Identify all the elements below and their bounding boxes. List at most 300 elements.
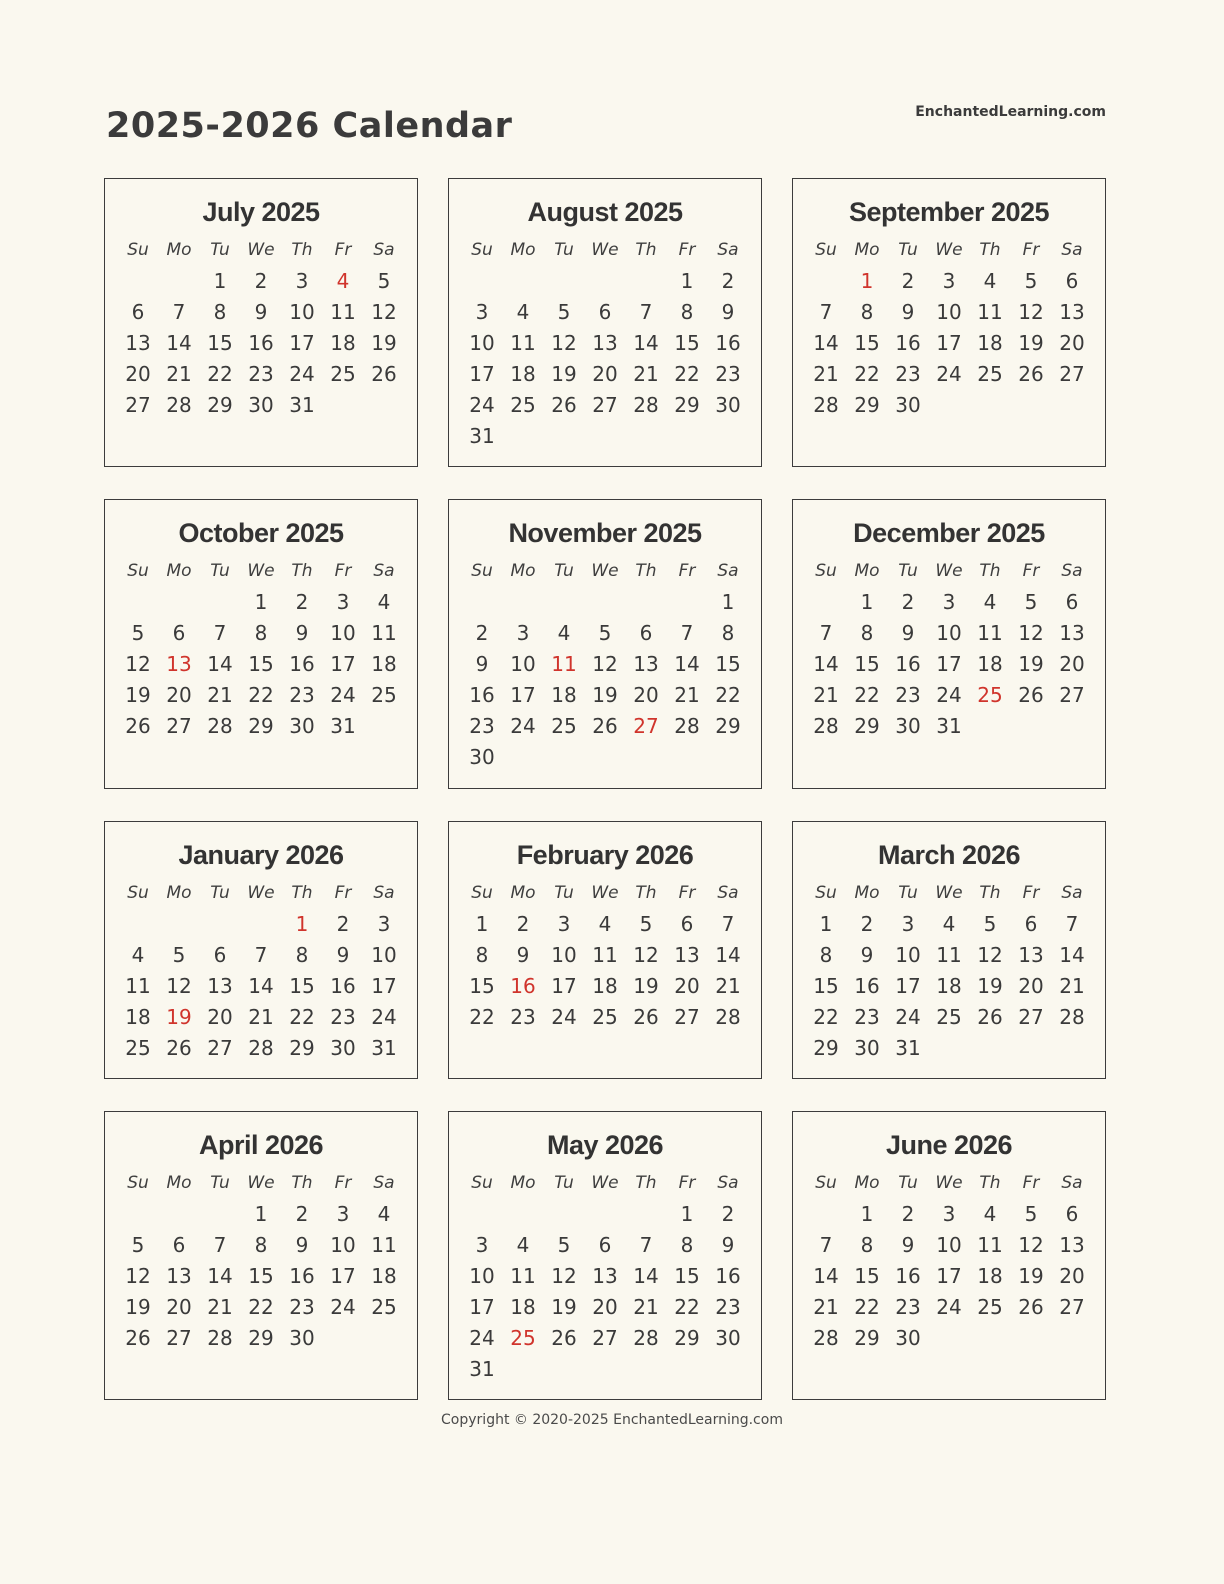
date-cell: 11 [977, 620, 1003, 645]
day-header: Fr [1022, 883, 1040, 903]
date-cell: 10 [330, 620, 356, 645]
date-cell: 3 [336, 589, 350, 614]
date-cell: 7 [819, 299, 833, 324]
date-cell: 11 [371, 1232, 397, 1257]
day-header-row [118, 1173, 405, 1198]
date-cell: 22 [854, 1294, 880, 1319]
date-cell: 4 [942, 911, 956, 936]
date-cell: 18 [510, 1294, 536, 1319]
date-cell: 17 [936, 1263, 962, 1288]
date-cell: 23 [854, 1004, 880, 1029]
date-cell: 7 [819, 620, 833, 645]
date-cell: 3 [475, 1232, 489, 1257]
date-cell: 24 [551, 1004, 577, 1029]
date-cell: 26 [633, 1004, 659, 1029]
date-cell: 12 [551, 1263, 577, 1288]
date-cell: 26 [125, 1325, 151, 1350]
month-box [104, 178, 418, 467]
date-cell: 13 [592, 1263, 618, 1288]
holiday-date: 1 [860, 268, 874, 293]
date-cell: 20 [1059, 651, 1085, 676]
date-cell: 21 [813, 361, 839, 386]
week-row [806, 648, 1093, 679]
date-cell: 28 [633, 1325, 659, 1350]
day-header: Mo [166, 1173, 192, 1193]
month-box [448, 499, 762, 789]
date-cell: 5 [598, 620, 612, 645]
empty-cell [544, 265, 585, 296]
date-cell: 14 [813, 1263, 839, 1288]
date-cell: 25 [936, 1004, 962, 1029]
week-row [118, 265, 405, 296]
day-header: Sa [717, 561, 739, 581]
date-cell: 14 [248, 973, 274, 998]
week-row [462, 617, 749, 648]
date-cell: 9 [254, 299, 268, 324]
date-cell: 9 [901, 1232, 915, 1257]
month-calendar [118, 1173, 405, 1353]
month-title: March 2026 [877, 840, 1021, 870]
empty-cell [585, 741, 626, 772]
date-cell: 16 [330, 973, 356, 998]
month-box [792, 821, 1106, 1079]
day-header: Th [635, 561, 657, 581]
day-header-row [118, 883, 405, 908]
empty-cell [544, 420, 585, 451]
empty-cell [806, 265, 847, 296]
date-cell: 10 [469, 330, 495, 355]
month-calendar [806, 240, 1093, 420]
date-cell: 9 [295, 1232, 309, 1257]
date-cell: 20 [166, 682, 192, 707]
date-cell: 27 [1018, 1004, 1044, 1029]
date-cell: 4 [377, 1201, 391, 1226]
date-cell: 23 [248, 361, 274, 386]
date-cell: 31 [469, 423, 495, 448]
date-cell: 10 [895, 942, 921, 967]
date-cell: 19 [1018, 1263, 1044, 1288]
date-cell: 8 [254, 620, 268, 645]
date-cell: 20 [1018, 973, 1044, 998]
week-row [462, 1322, 749, 1353]
date-cell: 14 [166, 330, 192, 355]
month-box [792, 1111, 1106, 1400]
date-cell: 1 [254, 589, 268, 614]
date-cell: 13 [633, 651, 659, 676]
date-cell: 6 [131, 299, 145, 324]
date-cell: 24 [289, 361, 315, 386]
date-cell: 20 [207, 1004, 233, 1029]
empty-cell [708, 420, 749, 451]
day-header: Fr [334, 240, 352, 260]
day-header: We [591, 883, 619, 903]
week-row [462, 908, 749, 939]
date-cell: 17 [936, 651, 962, 676]
date-cell: 1 [819, 911, 833, 936]
day-header: Mo [854, 240, 880, 260]
date-cell: 30 [469, 744, 495, 769]
week-row [462, 1291, 749, 1322]
date-cell: 17 [469, 1294, 495, 1319]
empty-cell [626, 1353, 667, 1384]
date-cell: 30 [895, 713, 921, 738]
empty-cell [503, 420, 544, 451]
date-cell: 11 [510, 1263, 536, 1288]
date-cell: 21 [207, 1294, 233, 1319]
holiday-date: 19 [166, 1004, 192, 1029]
day-header: Th [979, 1173, 1001, 1193]
date-cell: 15 [289, 973, 315, 998]
date-cell: 7 [213, 1232, 227, 1257]
date-cell: 18 [936, 973, 962, 998]
date-cell: 23 [715, 1294, 741, 1319]
date-cell: 25 [977, 361, 1003, 386]
date-cell: 11 [977, 1232, 1003, 1257]
week-row [118, 970, 405, 1001]
empty-cell [364, 1322, 405, 1353]
date-cell: 24 [936, 361, 962, 386]
copyright-text: Copyright © 2020-2025 EnchantedLearning.com [441, 1412, 783, 1428]
date-cell: 25 [592, 1004, 618, 1029]
date-cell: 16 [715, 1263, 741, 1288]
date-cell: 1 [680, 268, 694, 293]
date-cell: 23 [289, 1294, 315, 1319]
week-row [462, 358, 749, 389]
empty-cell [1052, 1322, 1093, 1353]
day-header: Fr [1022, 240, 1040, 260]
date-cell: 6 [213, 942, 227, 967]
day-header: We [591, 1173, 619, 1193]
empty-cell [1011, 1032, 1052, 1063]
empty-cell [462, 265, 503, 296]
date-cell: 6 [1065, 1201, 1079, 1226]
month-calendar [118, 883, 405, 1063]
week-row [806, 358, 1093, 389]
date-cell: 16 [895, 1263, 921, 1288]
date-cell: 13 [166, 1263, 192, 1288]
date-cell: 28 [813, 713, 839, 738]
date-cell: 30 [289, 1325, 315, 1350]
day-header: We [935, 1173, 963, 1193]
month-title: November 2025 [508, 518, 702, 548]
date-cell: 2 [860, 911, 874, 936]
date-cell: 24 [330, 682, 356, 707]
date-cell: 12 [125, 1263, 151, 1288]
day-header: Mo [166, 240, 192, 260]
date-cell: 8 [860, 1232, 874, 1257]
day-header: Sa [717, 1173, 739, 1193]
date-cell: 13 [1059, 299, 1085, 324]
week-row [462, 1260, 749, 1291]
date-cell: 5 [377, 268, 391, 293]
day-header: Tu [554, 561, 574, 581]
week-row [806, 1001, 1093, 1032]
date-cell: 29 [674, 392, 700, 417]
date-cell: 3 [377, 911, 391, 936]
date-cell: 9 [295, 620, 309, 645]
date-cell: 20 [125, 361, 151, 386]
site-name: EnchantedLearning.com [915, 104, 1106, 120]
empty-cell [323, 389, 364, 420]
week-row [118, 1198, 405, 1229]
date-cell: 12 [633, 942, 659, 967]
day-header-row [806, 561, 1093, 586]
date-cell: 26 [551, 1325, 577, 1350]
date-cell: 30 [715, 392, 741, 417]
day-header: Su [127, 240, 149, 260]
date-cell: 1 [860, 1201, 874, 1226]
date-cell: 29 [248, 1325, 274, 1350]
month-title: January 2026 [178, 840, 344, 870]
day-header-row [806, 1173, 1093, 1198]
date-cell: 2 [901, 268, 915, 293]
empty-cell [241, 908, 282, 939]
date-cell: 5 [639, 911, 653, 936]
day-header: Su [471, 240, 493, 260]
date-cell: 7 [639, 299, 653, 324]
date-cell: 15 [248, 1263, 274, 1288]
date-cell: 3 [516, 620, 530, 645]
date-cell: 22 [674, 361, 700, 386]
month-calendar [806, 883, 1093, 1063]
date-cell: 12 [551, 330, 577, 355]
day-header: We [247, 883, 275, 903]
date-cell: 10 [330, 1232, 356, 1257]
date-cell: 24 [469, 1325, 495, 1350]
date-cell: 16 [289, 651, 315, 676]
month-title: August 2025 [527, 197, 683, 227]
week-row [806, 939, 1093, 970]
week-row [118, 908, 405, 939]
date-cell: 8 [860, 299, 874, 324]
date-cell: 20 [592, 1294, 618, 1319]
empty-cell [585, 420, 626, 451]
date-cell: 22 [469, 1004, 495, 1029]
week-row [118, 1291, 405, 1322]
date-cell: 10 [551, 942, 577, 967]
week-row [806, 265, 1093, 296]
week-row [462, 327, 749, 358]
date-cell: 14 [674, 651, 700, 676]
date-cell: 11 [592, 942, 618, 967]
date-cell: 18 [330, 330, 356, 355]
empty-cell [806, 1198, 847, 1229]
date-cell: 30 [289, 713, 315, 738]
month-calendar [806, 1173, 1093, 1353]
month-box [104, 499, 418, 789]
day-header: Su [127, 883, 149, 903]
date-cell: 20 [592, 361, 618, 386]
date-cell: 15 [854, 1263, 880, 1288]
date-cell: 27 [166, 713, 192, 738]
date-cell: 26 [1018, 361, 1044, 386]
day-header: Fr [334, 1173, 352, 1193]
date-cell: 8 [475, 942, 489, 967]
date-cell: 29 [854, 713, 880, 738]
date-cell: 2 [901, 1201, 915, 1226]
day-header: Fr [334, 883, 352, 903]
empty-cell [503, 741, 544, 772]
date-cell: 1 [213, 268, 227, 293]
month-title: December 2025 [853, 518, 1045, 548]
day-header: We [591, 240, 619, 260]
date-cell: 8 [680, 1232, 694, 1257]
date-cell: 10 [469, 1263, 495, 1288]
date-cell: 2 [721, 1201, 735, 1226]
date-cell: 14 [813, 651, 839, 676]
empty-cell [159, 1198, 200, 1229]
date-cell: 8 [295, 942, 309, 967]
date-cell: 4 [131, 942, 145, 967]
date-cell: 17 [510, 682, 536, 707]
date-cell: 19 [592, 682, 618, 707]
date-cell: 23 [330, 1004, 356, 1029]
date-cell: 29 [715, 713, 741, 738]
week-row [462, 586, 749, 617]
empty-cell [1052, 1032, 1093, 1063]
month-title: February 2026 [516, 840, 694, 870]
week-row [118, 358, 405, 389]
date-cell: 3 [942, 1201, 956, 1226]
date-cell: 10 [510, 651, 536, 676]
date-cell: 30 [248, 392, 274, 417]
date-cell: 25 [977, 1294, 1003, 1319]
date-cell: 29 [854, 392, 880, 417]
empty-cell [806, 586, 847, 617]
date-cell: 18 [551, 682, 577, 707]
week-row [118, 648, 405, 679]
date-cell: 19 [633, 973, 659, 998]
empty-cell [544, 586, 585, 617]
date-cell: 8 [254, 1232, 268, 1257]
date-cell: 20 [1059, 1263, 1085, 1288]
day-header: Sa [373, 561, 395, 581]
date-cell: 13 [1059, 1232, 1085, 1257]
date-cell: 21 [813, 682, 839, 707]
empty-cell [929, 389, 970, 420]
holiday-date: 13 [166, 651, 192, 676]
date-cell: 7 [680, 620, 694, 645]
day-header: Mo [510, 1173, 536, 1193]
week-row [806, 1229, 1093, 1260]
date-cell: 5 [172, 942, 186, 967]
empty-cell [364, 710, 405, 741]
month-box [792, 178, 1106, 467]
holiday-date: 4 [336, 268, 350, 293]
date-cell: 12 [371, 299, 397, 324]
date-cell: 25 [125, 1035, 151, 1060]
day-header: Sa [373, 240, 395, 260]
date-cell: 15 [469, 973, 495, 998]
date-cell: 16 [854, 973, 880, 998]
date-cell: 11 [977, 299, 1003, 324]
date-cell: 14 [207, 1263, 233, 1288]
date-cell: 31 [895, 1035, 921, 1060]
date-cell: 17 [936, 330, 962, 355]
date-cell: 19 [977, 973, 1003, 998]
month-title: May 2026 [546, 1130, 664, 1160]
empty-cell [708, 741, 749, 772]
day-header: Th [979, 883, 1001, 903]
date-cell: 7 [639, 1232, 653, 1257]
date-cell: 3 [942, 268, 956, 293]
day-header: Mo [166, 883, 192, 903]
date-cell: 16 [248, 330, 274, 355]
week-row [462, 970, 749, 1001]
date-cell: 24 [936, 682, 962, 707]
month-calendar [118, 561, 405, 741]
empty-cell [462, 586, 503, 617]
date-cell: 10 [936, 620, 962, 645]
date-cell: 19 [551, 1294, 577, 1319]
day-header: Su [471, 561, 493, 581]
month-calendar [118, 240, 405, 420]
date-cell: 27 [674, 1004, 700, 1029]
date-cell: 2 [336, 911, 350, 936]
day-header: Tu [554, 883, 574, 903]
date-cell: 29 [674, 1325, 700, 1350]
week-row [118, 1001, 405, 1032]
week-row [462, 679, 749, 710]
date-cell: 12 [977, 942, 1003, 967]
empty-cell [118, 908, 159, 939]
date-cell: 23 [895, 361, 921, 386]
date-cell: 10 [936, 299, 962, 324]
date-cell: 30 [854, 1035, 880, 1060]
day-header-row [118, 561, 405, 586]
empty-cell [585, 265, 626, 296]
day-header: Fr [678, 561, 696, 581]
month-calendar [806, 561, 1093, 741]
day-header: Sa [1061, 1173, 1083, 1193]
date-cell: 27 [207, 1035, 233, 1060]
day-header: Mo [510, 240, 536, 260]
date-cell: 6 [598, 1232, 612, 1257]
week-row [806, 296, 1093, 327]
date-cell: 15 [674, 1263, 700, 1288]
date-cell: 24 [510, 713, 536, 738]
date-cell: 10 [936, 1232, 962, 1257]
date-cell: 18 [371, 1263, 397, 1288]
date-cell: 28 [715, 1004, 741, 1029]
day-header: Tu [554, 240, 574, 260]
date-cell: 4 [983, 589, 997, 614]
date-cell: 15 [207, 330, 233, 355]
date-cell: 6 [172, 1232, 186, 1257]
day-header: Sa [373, 883, 395, 903]
date-cell: 15 [715, 651, 741, 676]
empty-cell [667, 420, 708, 451]
date-cell: 4 [516, 299, 530, 324]
date-cell: 5 [1024, 589, 1038, 614]
week-row [118, 617, 405, 648]
date-cell: 29 [289, 1035, 315, 1060]
date-cell: 31 [330, 713, 356, 738]
week-row [118, 939, 405, 970]
date-cell: 23 [895, 1294, 921, 1319]
date-cell: 21 [674, 682, 700, 707]
week-row [806, 1260, 1093, 1291]
holiday-date: 25 [977, 682, 1003, 707]
date-cell: 9 [475, 651, 489, 676]
day-header-row [462, 883, 749, 908]
date-cell: 6 [598, 299, 612, 324]
date-cell: 21 [166, 361, 192, 386]
date-cell: 11 [936, 942, 962, 967]
empty-cell [544, 1353, 585, 1384]
date-cell: 12 [125, 651, 151, 676]
date-cell: 9 [860, 942, 874, 967]
